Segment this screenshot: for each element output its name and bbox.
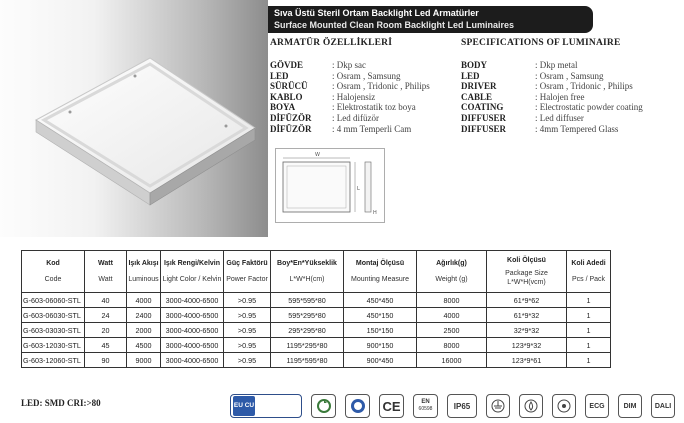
spec-value: : Led diffuser bbox=[535, 112, 584, 123]
cell-power-factor: >0.95 bbox=[224, 338, 271, 353]
cell-kelvin: 3000-4000-6500 bbox=[161, 308, 224, 323]
ball-proof-icon bbox=[552, 394, 576, 418]
spec-row bbox=[270, 92, 460, 103]
col-header: Işık Rengi/Kelvin Light Color / Kelvin bbox=[161, 251, 224, 293]
cell-mounting: 150*150 bbox=[344, 323, 417, 338]
title-english: Surface Mounted Clean Room Backlight Led Luminaires bbox=[274, 20, 515, 30]
panel-light-image bbox=[0, 0, 268, 237]
spec-key: BODY bbox=[461, 60, 488, 70]
cell-kelvin: 3000-4000-6500 bbox=[161, 338, 224, 353]
cell-code: G-603-12060-STL bbox=[22, 353, 85, 368]
cell-power-factor: >0.95 bbox=[224, 323, 271, 338]
cell-watt: 24 bbox=[85, 308, 127, 323]
eu-cu-badge: EU CU bbox=[233, 396, 255, 416]
table-row bbox=[22, 308, 611, 323]
cell-pcs: 1 bbox=[567, 353, 611, 368]
cell-mounting: 900*450 bbox=[344, 353, 417, 368]
col-header: Kod Code bbox=[22, 251, 85, 293]
ecg-driver-icon: ECG bbox=[585, 394, 609, 418]
technical-drawing bbox=[275, 148, 385, 223]
table-header-row bbox=[22, 251, 611, 293]
spec-row bbox=[270, 113, 460, 124]
cell-kelvin: 3000-4000-6500 bbox=[161, 353, 224, 368]
spec-key: KABLO bbox=[270, 91, 303, 102]
cell-weight: 4000 bbox=[417, 308, 487, 323]
dim-label-l: L bbox=[357, 186, 360, 192]
cell-luminous: 4000 bbox=[127, 293, 161, 308]
spec-key: COATING bbox=[461, 102, 504, 113]
cell-watt: 45 bbox=[85, 338, 127, 353]
spec-row bbox=[461, 71, 683, 82]
dim-label-w: W bbox=[315, 152, 320, 158]
col-header: Montaj Ölçüsü Mounting Measure bbox=[344, 251, 417, 293]
cell-pcs: 1 bbox=[567, 323, 611, 338]
led-cri-note: LED: SMD CRI:>80 bbox=[21, 398, 101, 408]
spec-row bbox=[461, 102, 683, 113]
cell-kelvin: 3000-4000-6500 bbox=[161, 293, 224, 308]
spec-value: : 4 mm Temperli Cam bbox=[332, 123, 412, 134]
flammability-icon bbox=[519, 394, 543, 418]
cell-pcs: 1 bbox=[567, 293, 611, 308]
cell-weight: 16000 bbox=[417, 353, 487, 368]
product-table bbox=[21, 250, 611, 368]
title-bar bbox=[268, 6, 593, 33]
col-header: Watt Watt bbox=[85, 251, 127, 293]
table-row bbox=[22, 293, 611, 308]
cell-power-factor: >0.95 bbox=[224, 293, 271, 308]
col-header: Koli Ölçüsü Package Size L*W*H(vcm) bbox=[487, 251, 567, 293]
cell-code: G-603-03030-STL bbox=[22, 323, 85, 338]
cell-mounting: 900*150 bbox=[344, 338, 417, 353]
cell-package: 61*9*62 bbox=[487, 293, 567, 308]
cell-dimensions: 595*595*80 bbox=[271, 293, 344, 308]
cell-watt: 90 bbox=[85, 353, 127, 368]
specs-turkish bbox=[270, 38, 460, 134]
cell-pcs: 1 bbox=[567, 308, 611, 323]
spec-key: DIFFUSER bbox=[461, 112, 507, 123]
spec-key: LED bbox=[270, 70, 289, 81]
cell-watt: 40 bbox=[85, 293, 127, 308]
ce-mark-icon: CE bbox=[379, 394, 404, 418]
en-label: EN bbox=[421, 399, 430, 405]
spec-key: SÜRÜCÜ bbox=[270, 81, 308, 92]
spec-key: DRIVER bbox=[461, 81, 497, 92]
cell-weight: 8000 bbox=[417, 293, 487, 308]
spec-key: DİFÜZÖR bbox=[270, 112, 312, 123]
cell-package: 61*9*32 bbox=[487, 308, 567, 323]
cell-luminous: 9000 bbox=[127, 353, 161, 368]
table-row bbox=[22, 323, 611, 338]
ip65-icon: IP65 bbox=[447, 394, 477, 418]
cell-power-factor: >0.95 bbox=[224, 308, 271, 323]
specs-heading-en: SPECIFICATIONS OF LUMINAIRE bbox=[461, 38, 621, 48]
cell-weight: 2500 bbox=[417, 323, 487, 338]
spec-value: : 4mm Tempered Glass bbox=[535, 123, 619, 134]
cell-kelvin: 3000-4000-6500 bbox=[161, 323, 224, 338]
spec-value: : Dkp metal bbox=[535, 60, 578, 70]
dali-driver-icon: DALI bbox=[651, 394, 675, 418]
spec-key: CABLE bbox=[461, 91, 493, 102]
en-sub-label: 60598 bbox=[418, 406, 433, 412]
col-header: Güç Faktörü Power Factor bbox=[224, 251, 271, 293]
cell-weight: 8000 bbox=[417, 338, 487, 353]
cell-package: 32*9*32 bbox=[487, 323, 567, 338]
spec-value: : Led difüzör bbox=[332, 112, 379, 123]
cell-luminous: 2400 bbox=[127, 308, 161, 323]
cell-watt: 20 bbox=[85, 323, 127, 338]
spec-value: : Dkp sac bbox=[332, 60, 366, 70]
cell-package: 123*9*61 bbox=[487, 353, 567, 368]
spec-value: : Osram , Samsung bbox=[332, 70, 401, 81]
spec-value: : Halojen free bbox=[535, 91, 585, 102]
certification-strip bbox=[230, 392, 675, 420]
spec-row bbox=[270, 81, 460, 92]
en-standard-icon bbox=[413, 394, 438, 418]
spec-value: : Osram , Tridonic , Philips bbox=[332, 81, 430, 92]
spec-key: LED bbox=[461, 70, 480, 81]
spec-key: DIFFUSER bbox=[461, 123, 507, 134]
cell-luminous: 2000 bbox=[127, 323, 161, 338]
spec-row bbox=[461, 92, 683, 103]
product-photo bbox=[0, 0, 268, 237]
cell-power-factor: >0.95 bbox=[224, 353, 271, 368]
class-one-earth-icon bbox=[486, 394, 510, 418]
col-header: Ağırlık(g) Weight (g) bbox=[417, 251, 487, 293]
dim-driver-icon: DIM bbox=[618, 394, 642, 418]
cell-mounting: 450*450 bbox=[344, 293, 417, 308]
cell-package: 123*9*32 bbox=[487, 338, 567, 353]
col-header: Işık Akışı Luminous bbox=[127, 251, 161, 293]
spec-row bbox=[461, 60, 683, 71]
cell-code: G-603-06060-STL bbox=[22, 293, 85, 308]
table-row bbox=[22, 353, 611, 368]
col-header: Koli Adedi Pcs / Pack bbox=[567, 251, 611, 293]
spec-value: : Osram , Samsung bbox=[535, 70, 604, 81]
table-row bbox=[22, 338, 611, 353]
spec-row bbox=[461, 124, 683, 135]
cell-mounting: 450*150 bbox=[344, 308, 417, 323]
eac-certification-icon bbox=[230, 394, 302, 418]
spec-row bbox=[270, 71, 460, 82]
dim-label-h: H bbox=[373, 210, 377, 216]
spec-row bbox=[270, 124, 460, 135]
spec-value: : Halojensiz bbox=[332, 91, 376, 102]
cell-dimensions: 595*295*80 bbox=[271, 308, 344, 323]
cell-pcs: 1 bbox=[567, 338, 611, 353]
spec-value: : Electrostatic powder coating bbox=[535, 102, 643, 113]
cell-dimensions: 1195*595*80 bbox=[271, 353, 344, 368]
col-header: Boy*En*Yükseklik L*W*H(cm) bbox=[271, 251, 344, 293]
specs-heading-tr: ARMATÜR ÖZELLİKLERİ bbox=[270, 38, 393, 48]
spec-value: : Elektrostatik toz boya bbox=[332, 102, 416, 113]
cell-luminous: 4500 bbox=[127, 338, 161, 353]
cell-code: G-603-06030-STL bbox=[22, 308, 85, 323]
spec-row bbox=[270, 60, 460, 71]
spec-row bbox=[461, 113, 683, 124]
title-turkish: Sıva Üstü Steril Ortam Backlight Led Armatürler bbox=[274, 8, 479, 18]
cell-code: G-603-12030-STL bbox=[22, 338, 85, 353]
specs-english bbox=[461, 38, 683, 134]
spec-key: BOYA bbox=[270, 102, 296, 113]
spec-row bbox=[270, 102, 460, 113]
spec-key: GÖVDE bbox=[270, 60, 304, 70]
spec-value: : Osram , Tridonic , Philips bbox=[535, 81, 633, 92]
recycle-icon bbox=[311, 394, 336, 418]
cell-dimensions: 1195*295*80 bbox=[271, 338, 344, 353]
spec-row bbox=[461, 81, 683, 92]
spec-key: DİFÜZÖR bbox=[270, 123, 312, 134]
tuv-mark-icon bbox=[345, 394, 370, 418]
cell-dimensions: 295*295*80 bbox=[271, 323, 344, 338]
